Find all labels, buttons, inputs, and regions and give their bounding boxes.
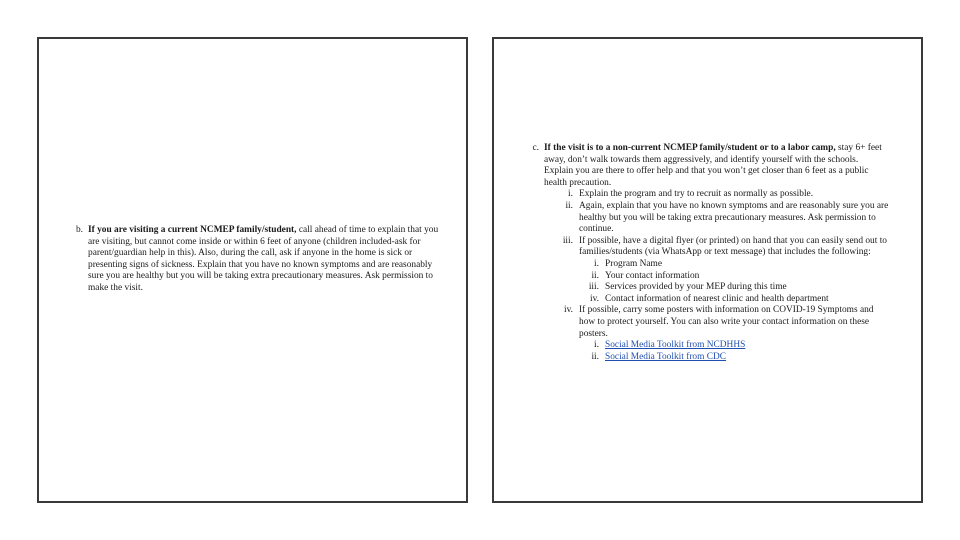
- ncdhhs-toolkit-link[interactable]: Social Media Toolkit from NCDHHS: [605, 340, 746, 351]
- list-marker: b.: [75, 225, 83, 235]
- list-item-c: [529, 143, 889, 363]
- sub-sub-item-text: Your contact information: [605, 270, 700, 281]
- sub-item: [565, 200, 889, 236]
- sub-sub-item-text: Services provided by your MEP during this time: [605, 282, 787, 293]
- sub-item: [562, 235, 889, 259]
- bold-lead-text: If the visit is to a non-current NCMEP family/student or to a labor camp,: [544, 143, 836, 153]
- document-page-left: [37, 37, 468, 503]
- sub-sub-item: [594, 340, 889, 352]
- list-marker: i.: [594, 258, 599, 269]
- list-item-b: [73, 225, 443, 295]
- bold-lead-text: If you are visiting a current NCMEP family/student,: [88, 225, 297, 235]
- list-marker: i.: [568, 189, 573, 200]
- list-marker: iv.: [563, 305, 573, 316]
- list-marker: ii.: [565, 200, 573, 211]
- sub-item: [563, 305, 889, 340]
- sub-item-text: If possible, have a digital flyer (or printed) on hand that you can easily send out to families/students (via WhatsApp or text message) that includes the following:: [579, 235, 887, 258]
- sub-sub-item-text: Program Name: [605, 258, 663, 269]
- sub-item-text: Again, explain that you have no known symptoms and are reasonably sure you are healthy but you will be taking extra precautionary measures. Ask permission to continue.: [579, 200, 889, 235]
- document-page-right: [492, 37, 923, 503]
- sub-sub-item: [591, 351, 889, 364]
- paragraph-text: call ahead of time to explain that you are visiting, but cannot come inside or within 6 feet of anyone (children included-ask for parent/guardian help in this). Also, during the call, ask if anyone in the home is sick or presenting signs of sickness. Explain that you have no known symptoms and are reasonably sure you are healthy but you will be taking extra precautionary measures. Ask permission to make the visit.: [88, 225, 439, 293]
- list-marker: iii.: [588, 282, 599, 293]
- list-marker: c.: [532, 143, 539, 153]
- list-marker: ii.: [591, 270, 599, 281]
- list-marker: i.: [594, 340, 599, 351]
- sub-sub-item: [591, 270, 889, 283]
- list-marker: iv.: [589, 293, 599, 304]
- paragraph-text: stay 6+ feet away, don’t walk towards them aggressively, and identify yourself with the schools. Explain you are there to offer help and that you won’t get closer than 6 feet as a public health precaution.: [544, 143, 882, 188]
- sub-sub-item: [594, 258, 889, 271]
- sub-item: [568, 189, 889, 201]
- list-marker: ii.: [591, 351, 599, 362]
- sub-sub-item: [588, 282, 889, 294]
- cdc-toolkit-link[interactable]: Social Media Toolkit from CDC: [605, 351, 727, 362]
- sub-item-text: If possible, carry some posters with information on COVID-19 Symptoms and how to protect yourself. You can also write your contact information on these posters.: [579, 305, 874, 339]
- sub-item-text: Explain the program and try to recruit as normally as possible.: [579, 189, 814, 200]
- sub-sub-item-text: Contact information of nearest clinic and health department: [605, 293, 829, 304]
- list-marker: iii.: [562, 235, 573, 246]
- sub-sub-item: [589, 293, 889, 306]
